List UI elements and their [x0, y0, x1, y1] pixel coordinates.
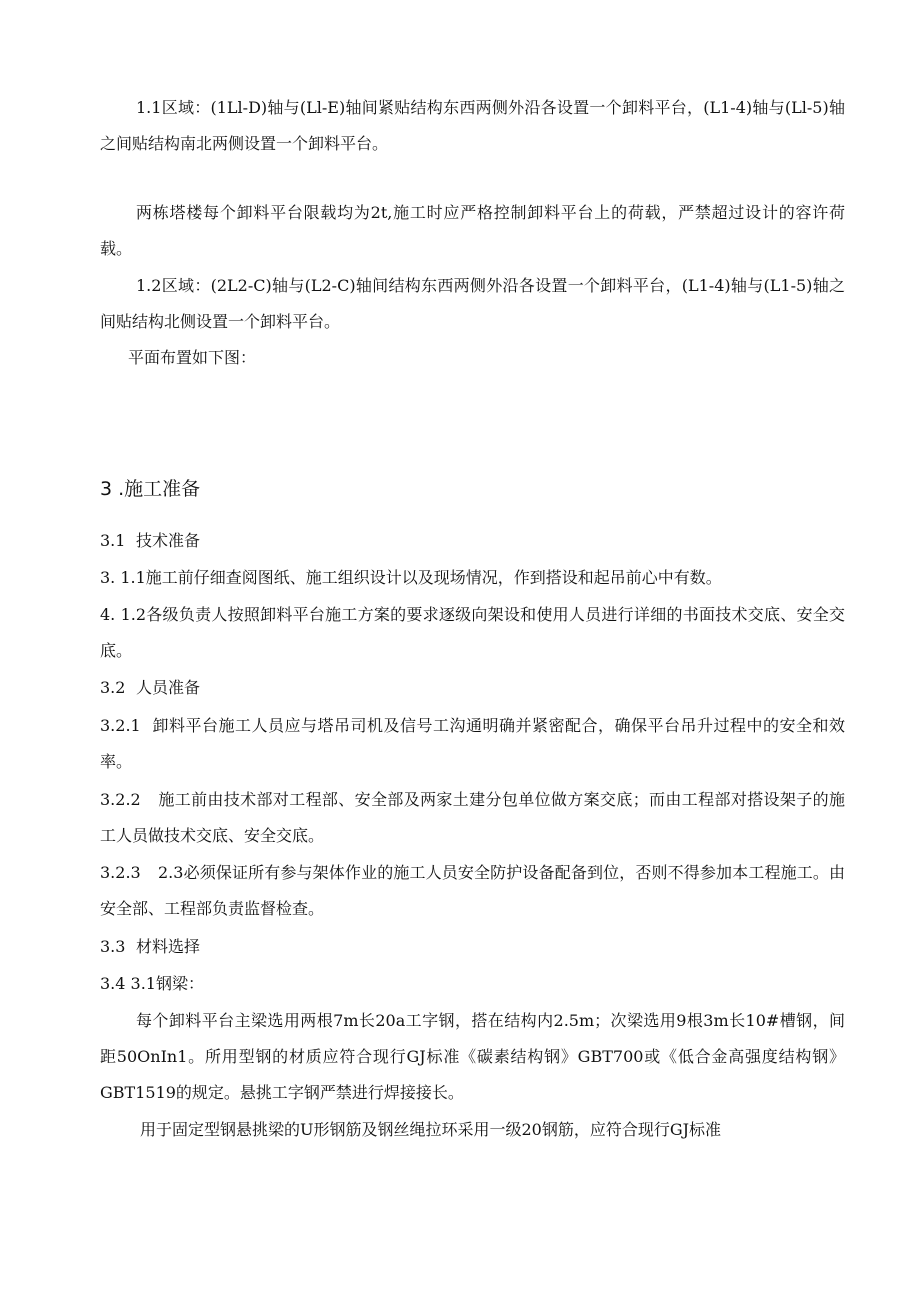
- paragraph-3-2-1: [100, 708, 845, 780]
- list-item-technical-briefing: 4. 1.2各级负责人按照卸料平台施工方案的要求逐级向架设和使用人员进行详细的书面技术交底、安全交底。: [100, 605, 845, 660]
- clause-number: 3.2.2: [100, 790, 141, 809]
- heading-3-2: [100, 670, 845, 706]
- heading-3-3: [100, 929, 845, 965]
- paragraph-zone-1-1: 1.1区域：(1Ll-D)轴与(Ll-E)轴间紧贴结构东西两侧外沿各设置一个卸料平台，(L1-4)轴与(Ll-5)轴之间贴结构南北两侧设置一个卸料平台。: [100, 98, 845, 153]
- heading-number: 3.1: [100, 531, 126, 550]
- paragraph-layout-intro: 平面布置如下图：: [128, 348, 257, 367]
- heading-number: 3.2: [100, 678, 126, 697]
- heading-title: 技术准备: [136, 531, 201, 550]
- paragraph-steel-beam-spec: 每个卸料平台主梁选用两根7m长20a工字钢，搭在结构内2.5m；次梁选用9根3m长10#槽钢，间距50OnIn1。所用型钢的材质应符合现行GJ标准《碳素结构钢》GBT700或《低合金高强度结构钢》GBT1519的规定。悬挑工字钢严禁进行焊接接长。: [100, 1011, 845, 1102]
- paragraph-3-2-2: [100, 782, 845, 854]
- list-item-review-drawings: 3. 1.1施工前仔细查阅图纸、施工组织设计以及现场情况，作到搭设和起吊前心中有数。: [100, 568, 722, 587]
- heading-steel-beam: 3.4 3.1钢梁：: [100, 974, 204, 993]
- clause-number: 3.2.3: [100, 863, 141, 882]
- section-heading-construction-prep: 3 .施工准备: [100, 478, 201, 500]
- heading-number: 3.3: [100, 937, 126, 956]
- heading-title: 人员准备: [136, 678, 201, 697]
- clause-text: 施工前由技术部对工程部、安全部及两家土建分包单位做方案交底；而由工程部对搭设架子的施工人员做技术交底、安全交底。: [100, 790, 845, 845]
- clause-text: 2.3必须保证所有参与架体作业的施工人员安全防护设备配备到位，否则不得参加本工程施工。由安全部、工程部负责监督检查。: [100, 863, 845, 918]
- paragraph-load-limit: 两栋塔楼每个卸料平台限载均为2t,施工时应严格控制卸料平台上的荷载，严禁超过设计的容许荷载。: [100, 203, 845, 258]
- clause-text: 卸料平台施工人员应与塔吊司机及信号工沟通明确并紧密配合，确保平台吊升过程中的安全和效率。: [100, 716, 845, 771]
- paragraph-zone-1-2: 1.2区域：(2L2-C)轴与(L2-C)轴间结构东西两侧外沿各设置一个卸料平台，(L1-4)轴与(L1-5)轴之间贴结构北侧设置一个卸料平台。: [100, 276, 845, 331]
- paragraph-3-2-3: [100, 855, 845, 927]
- paragraph-u-bar-spec: 用于固定型钢悬挑梁的U形钢筋及钢丝绳拉环采用一级20钢筋，应符合现行GJ标准: [140, 1120, 722, 1139]
- heading-title: 材料选择: [136, 937, 201, 956]
- heading-3-1: [100, 523, 845, 559]
- clause-number: 3.2.1: [100, 716, 141, 735]
